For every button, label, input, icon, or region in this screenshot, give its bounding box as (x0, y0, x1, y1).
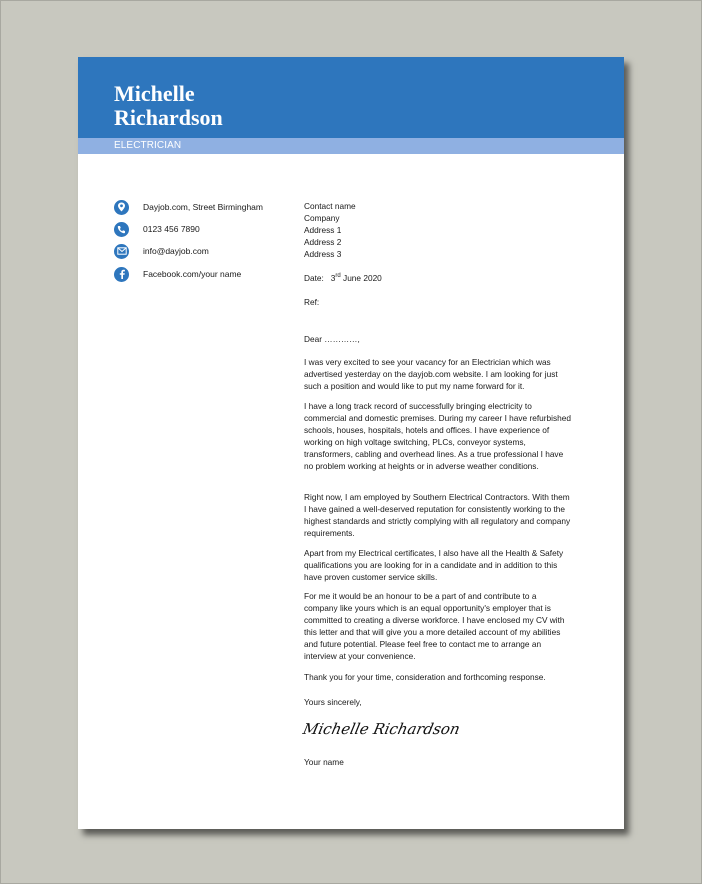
signature-text: Michelle Richardson (301, 720, 462, 738)
contact-email (114, 243, 209, 259)
contact-address (114, 199, 263, 215)
signature (301, 716, 462, 747)
contact-facebook-text: Facebook.com/your name (143, 269, 242, 279)
first-name: Michelle (114, 81, 195, 106)
date-suffix: rd (335, 273, 341, 280)
facebook-icon (114, 267, 129, 282)
paragraph-current-role: Right now, I am employed by Southern Electrical Contractors. With them I have gained a well-deserved reputation for consistently working to the highest standards and strictly complying with all regulatory and company requirements. (304, 492, 571, 538)
recipient-address-1: Address 1 (304, 225, 342, 235)
contact-email-text: info@dayjob.com (143, 246, 209, 256)
contact-facebook (114, 266, 241, 282)
paragraph-closing-pitch: For me it would be an honour to be a part of and contribute to a company like yours which is an equal opportunity's employer that is committed to creating a diverse workforce. I have enclosed my CV with this letter and that will give you a more detailed account of my abilities and future potential. Please feel free to contact me to arrange an interview at your convenience. (304, 591, 565, 661)
paragraph-experience: I have a long track record of successfully bringing electricity to commercial and domestic premises. During my career I have refurbished schools, houses, hospitals, hotels and offices. I have experience of working on high voltage switching, PLCs, conveyor systems, transformers, cabling and overhead lines. As a true professional I have no problem working at heights or in adverse weather conditions. (304, 401, 571, 471)
closing-line: Yours sincerely, (304, 697, 362, 707)
recipient-contact-name: Contact name (304, 201, 356, 211)
date-rest: June 2020 (343, 273, 382, 283)
letter-page (78, 57, 624, 829)
job-title: ELECTRICIAN (114, 140, 182, 151)
date-day: 3 (330, 273, 336, 283)
last-name: Richardson (114, 105, 223, 130)
date-label: Date: (304, 273, 324, 283)
paragraph-thanks: Thank you for your time, consideration and forthcoming response. (304, 672, 546, 682)
location-pin-icon (114, 200, 129, 215)
recipient-address-3: Address 3 (304, 249, 342, 259)
contact-phone (114, 221, 200, 237)
recipient-company: Company (304, 213, 340, 223)
phone-icon (114, 222, 129, 237)
your-name: Your name (304, 757, 344, 767)
contact-phone-text: 0123 456 7890 (143, 224, 200, 234)
job-title-bar (78, 138, 624, 154)
email-icon (114, 244, 129, 259)
contact-address-text: Dayjob.com, Street Birmingham (143, 202, 263, 212)
date-line (304, 272, 382, 284)
paragraph-qualifications: Apart from my Electrical certificates, I also have all the Health & Safety qualifications you are looking for in a candidate and in addition to this have proven customer service skills. (304, 548, 564, 582)
paragraph-intro: I was very excited to see your vacancy for an Electrician which was advertised yesterday on the dayjob.com website. I am looking for just such a position and would like to put my name forward for it. (304, 357, 558, 391)
header-band (78, 57, 624, 138)
recipient-block (304, 200, 572, 260)
salutation: Dear …………, (304, 334, 360, 344)
ref-line: Ref: (304, 297, 320, 307)
recipient-address-2: Address 2 (304, 237, 342, 247)
